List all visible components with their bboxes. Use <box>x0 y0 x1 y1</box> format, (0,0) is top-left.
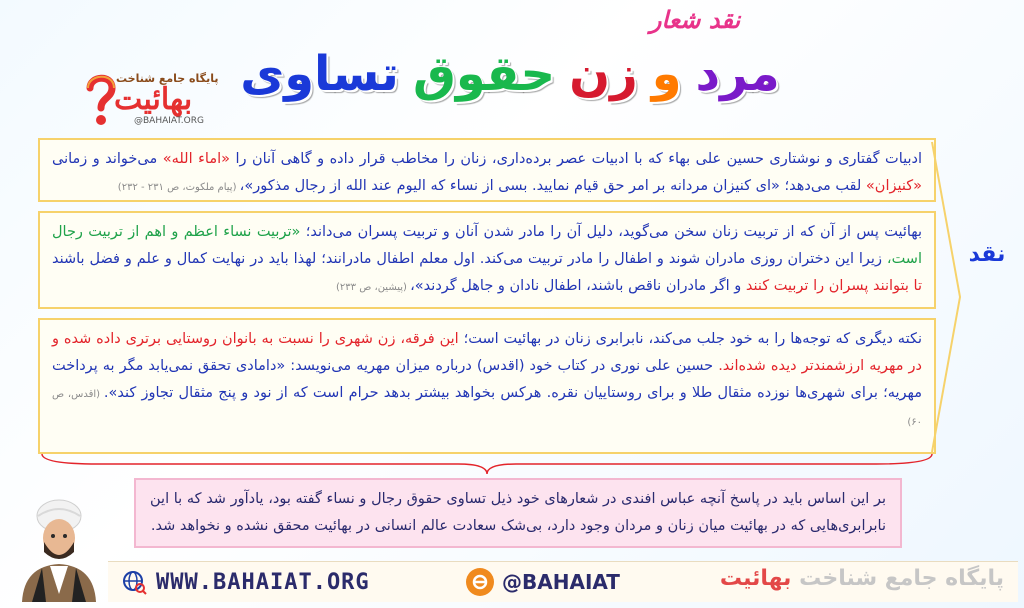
footer-handle[interactable] <box>466 568 620 596</box>
box1-highlight-1: «اماء الله» <box>162 151 230 167</box>
conclusion-text: بر این اساس باید در پاسخ آنچه عباس افندی در شعارهای خود ذیل تساوی حقوق رجال و نساء گفته بود، یادآور شد که با این نابرابری‌هایی که در بهائیت میان زنان و مردان وجود دارد، بی‌شک سعادت عالم انسانی در بهائیت محقق نشده و نخواهد شد. <box>150 491 886 534</box>
box3-red-phrase: این فرقه، زن شهری را نسبت به بانوان روستایی برتری داده شده و در مهریه ارزشمندتر دیده شده‌اند. <box>52 331 922 374</box>
website-url[interactable]: WWW.BAHAIAT.ORG <box>156 569 370 595</box>
box2-text-1: بهائیت پس از آن که از تربیت زنان سخن می‌گوید، دلیل آن را مادر شدن آنان و تربیت پسران می‌داند؛ <box>300 224 923 240</box>
bottom-brace <box>38 452 936 476</box>
logo-url: @BAHAIAT.ORG <box>134 116 204 126</box>
text-box-1 <box>38 138 936 202</box>
critique-label: نقد <box>968 242 1006 267</box>
text-box-3 <box>38 318 936 454</box>
title-word-3: زن <box>569 46 638 102</box>
globe-icon <box>120 568 148 596</box>
social-handle[interactable]: @BAHAIAT <box>502 570 620 594</box>
critique-bracket <box>930 140 970 454</box>
title-word-1: تساوی <box>240 46 399 102</box>
footer-bar <box>108 561 1018 602</box>
page-title <box>240 38 780 110</box>
box2-citation: (پیشین، ص ۲۳۳) <box>335 282 411 293</box>
text-box-2 <box>38 211 936 309</box>
box2-text-3: و اگر مادران ناقص باشند، اطفال نادان و جاهل گردند»، <box>410 278 746 294</box>
box1-text-1: ادبیات گفتاری و نوشتاری حسین علی بهاء که با ادبیات عصر برده‌داری، زنان را مخاطب قرار داده و گاهی آنان را <box>230 151 923 167</box>
logo-top-text: پایگاه جامع شناخت <box>116 72 219 85</box>
cleric-avatar <box>16 494 102 602</box>
brand-accent: بهائیت <box>719 566 792 591</box>
logo-main-text: بهائیت <box>114 82 193 117</box>
box1-citation: (پیام ملکوت، ص ۲۳۱ - ۲۳۲) <box>117 182 240 193</box>
conclusion-box <box>134 478 902 548</box>
footer-website[interactable] <box>120 568 370 596</box>
handle-e-icon <box>466 568 494 596</box>
box2-text-2: زیرا این دختران روزی مادران شوند و اطفال را مادر تربیت می‌کند. اول معلم اطفال مادرانند؛ لهذا باید در نهایت کمال و علم و فضل باشند <box>52 251 887 267</box>
box2-red-phrase: تا بتوانند پسران را تربیت کنند <box>745 278 922 294</box>
footer-brand <box>720 566 1004 591</box>
box3-text-1: نکته دیگری که توجه‌ها را به خود جلب می‌کند، نابرابری زنان در بهائیت است؛ <box>458 331 922 347</box>
box1-highlight-2: «کنیزان» <box>865 178 922 194</box>
title-word-2: حقوق <box>412 46 556 102</box>
topic-label: نقد شعار <box>649 6 741 34</box>
title-word-5: مرد <box>695 46 780 102</box>
brand-prefix: پایگاه جامع شناخت <box>799 566 1004 591</box>
box1-text-3: لقب می‌دهد؛ «ای کنیزان مردانه بر امر حق قیام نمایید. بسی از نساء که الیوم عند الله از رجال مذکور»، <box>239 178 866 194</box>
box1-text-2: می‌خواند و زمانی <box>52 151 163 167</box>
site-logo[interactable] <box>84 72 244 130</box>
box3-text-2: حسین علی نوری در کتاب خود (اقدس) درباره میزان مهریه می‌نویسد: «دامادی تحقق نمی‌یابد مگر به پرداخت مهریه؛ برای شهری‌ها نوزده مثقال طلا و برای روستاییان نقره. هرکس بخواهد بیشتر بدهد حرام است که از نود و پنج مثقال تجاوز کند». <box>52 358 923 401</box>
box2-green-quote: «تربیت نساء اعظم و اهم از تربیت رجال است، <box>52 224 922 267</box>
title-word-4: و <box>651 46 682 102</box>
question-mark-icon <box>84 72 118 128</box>
box3-citation: (اقدس، ص ۶۰) <box>52 389 922 428</box>
